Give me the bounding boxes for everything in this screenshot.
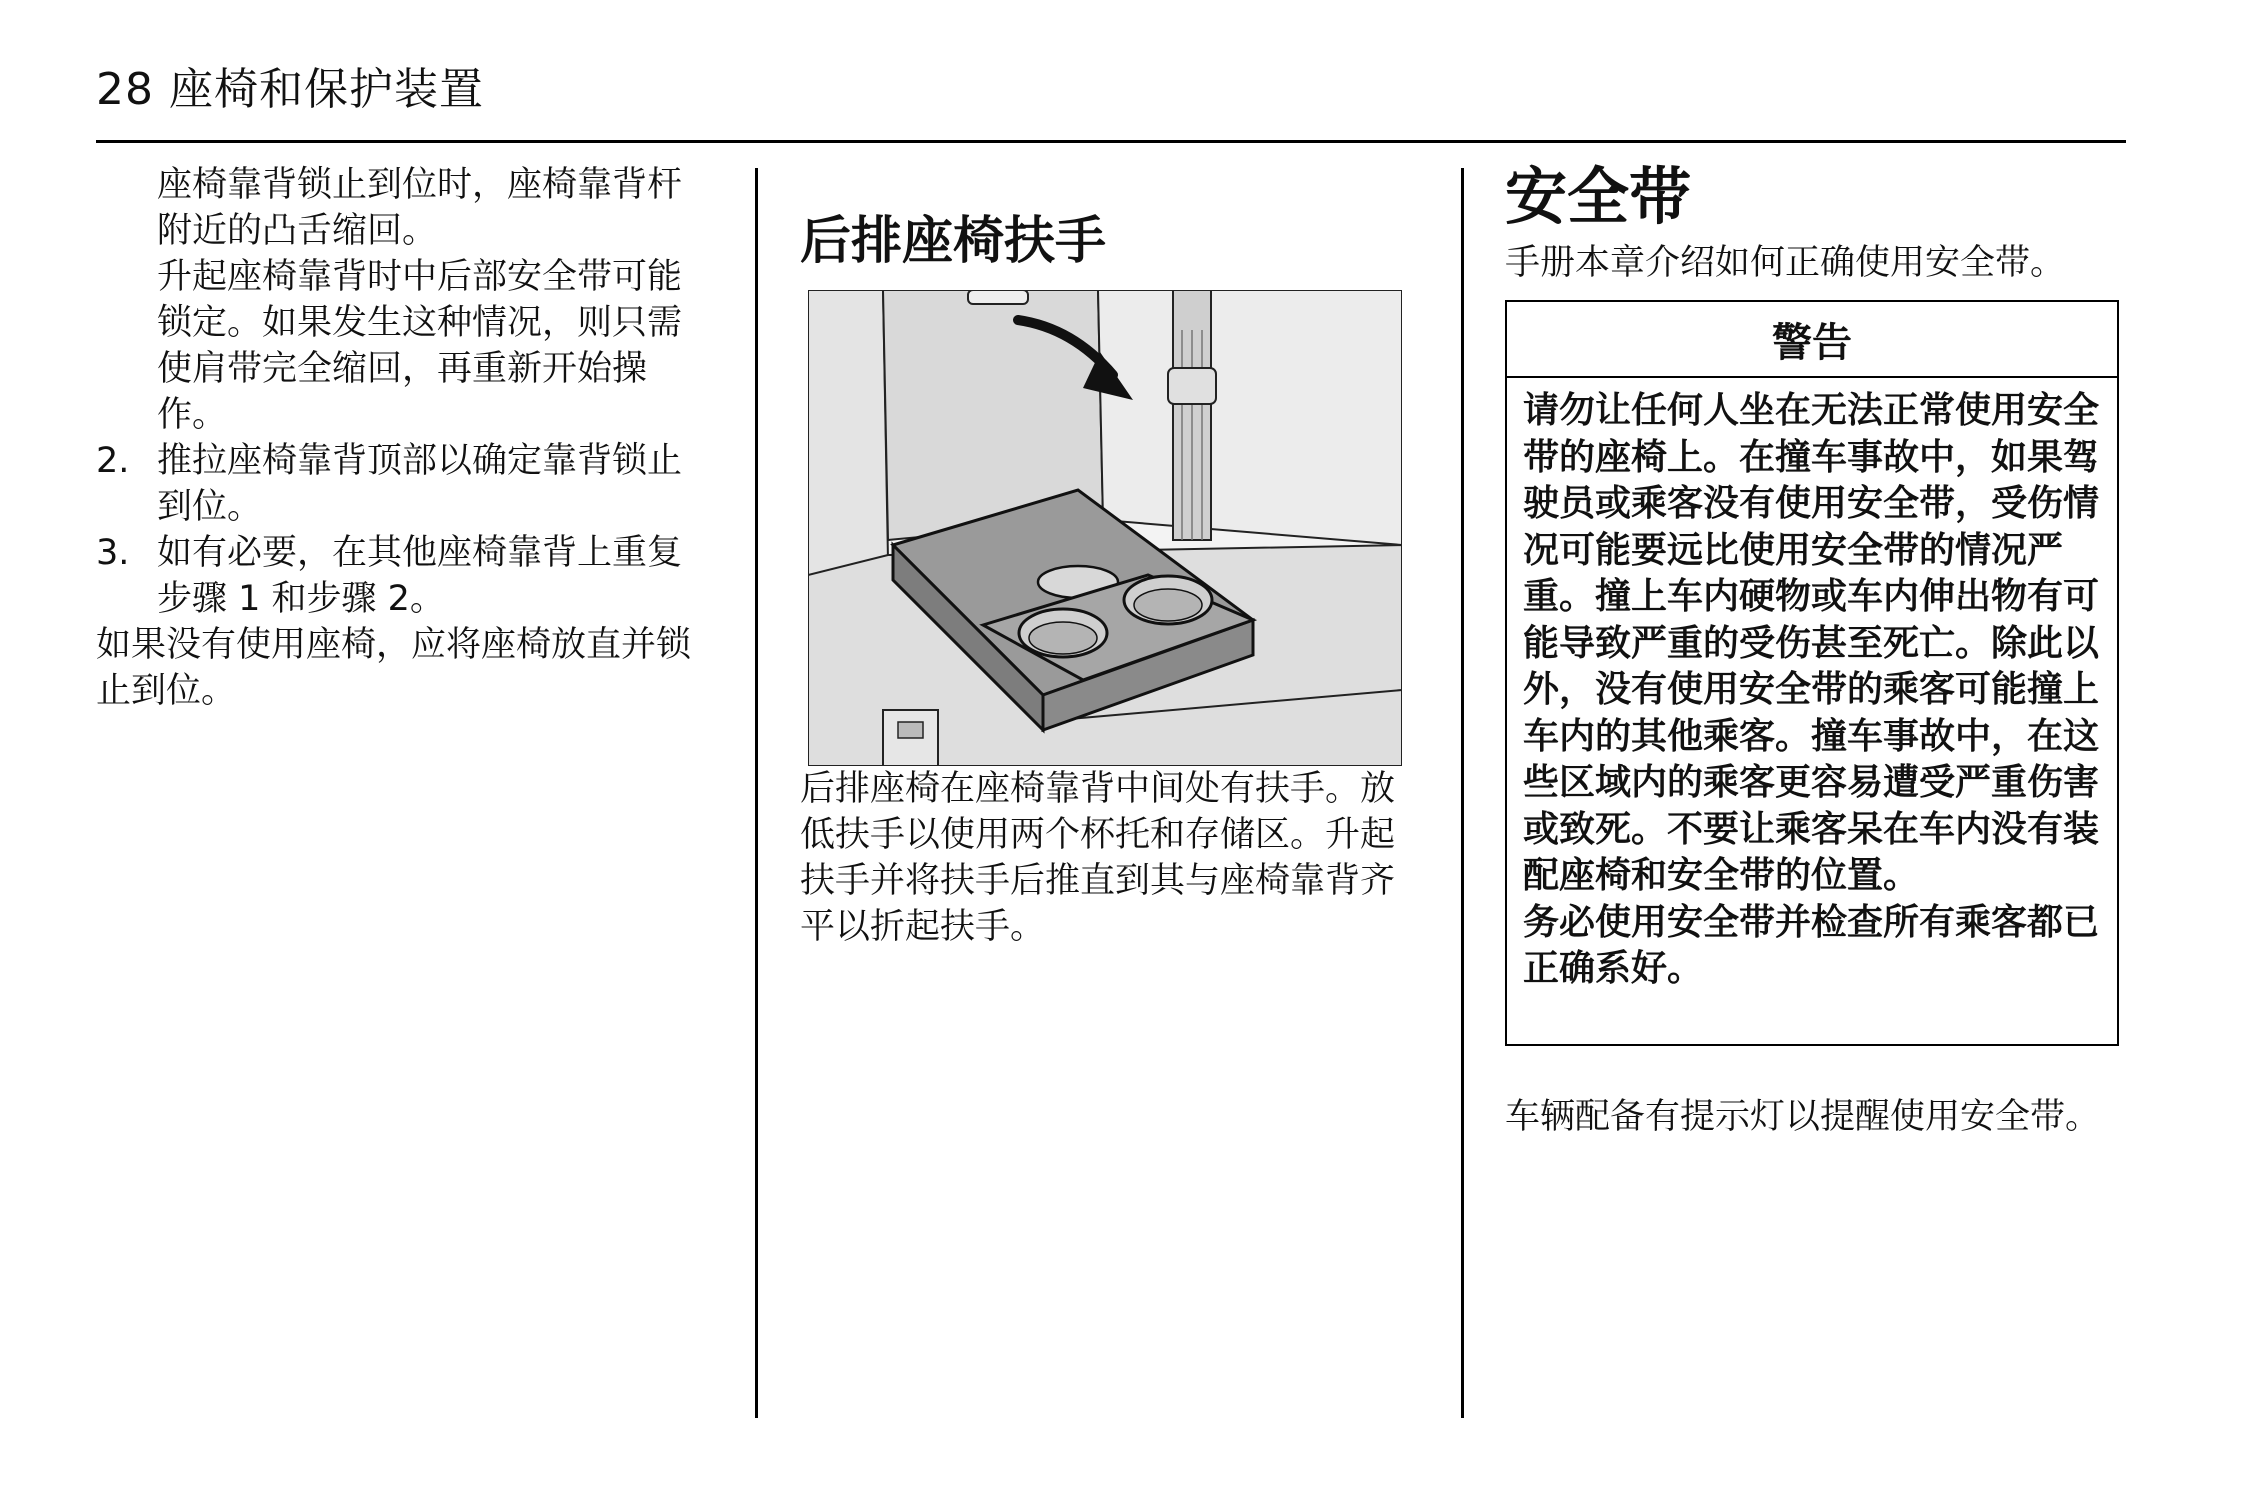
warning-title: 警告: [1507, 302, 2117, 378]
armrest-description: 后排座椅在座椅靠背中间处有扶手。放低扶手以使用两个杯托和存储区。升起扶手并将扶手后推直到其与座椅靠背齐平以折起扶手。: [800, 769, 1396, 947]
paragraph-seatback-tab: 座椅靠背锁止到位时，座椅靠背杆附近的凸舌缩回。: [157, 165, 683, 251]
step-text: 如有必要，在其他座椅靠背上重复步骤 1 和步骤 2。: [157, 533, 683, 619]
armrest-illustration: [808, 290, 1402, 766]
reminder-light-note: 车辆配备有提示灯以提醒使用安全带。: [1505, 1097, 2101, 1137]
step-text: 推拉座椅靠背顶部以确定靠背锁止到位。: [157, 441, 683, 527]
step-item: [96, 438, 716, 530]
warning-box: [1505, 300, 2119, 1046]
column-divider-2: [1461, 168, 1464, 1418]
column-1: [96, 162, 716, 714]
header-divider: [96, 140, 2126, 143]
column-divider-1: [755, 168, 758, 1418]
page-number: 28: [96, 64, 154, 115]
warning-paragraph: 请勿让任何人坐在无法正常使用安全带的座椅上。在撞车事故中，如果驾驶员或乘客没有使用安全带，受伤情况可能要远比使用安全带的情况严重。撞上车内硬物或车内伸出物有可能导致严重的受伤甚至死亡。除此以外，没有使用安全带的乘客可能撞上车内的其他乘客。撞车事故中，在这些区域内的乘客更容易遭受严重伤害或致死。不要让乘客呆在车内没有装配座椅和安全带的位置。: [1523, 390, 2100, 896]
paragraph-closing: 如果没有使用座椅，应将座椅放直并锁止到位。: [96, 625, 692, 711]
paragraph-center-belt: 升起座椅靠背时中后部安全带可能锁定。如果发生这种情况，则只需使肩带完全缩回，再重新开始操作。: [157, 257, 683, 435]
step-item: [96, 530, 716, 622]
page-header: [96, 62, 484, 118]
step-number: 3.: [96, 533, 130, 573]
safety-belts-heading: 安全带: [1505, 160, 1692, 233]
armrest-heading: 后排座椅扶手: [800, 212, 1107, 271]
warning-paragraph: 务必使用安全带并检查所有乘客都已正确系好。: [1523, 901, 2100, 989]
step-number: 2.: [96, 441, 130, 481]
warning-body: [1507, 378, 2117, 993]
safety-belts-intro: 手册本章介绍如何正确使用安全带。: [1505, 243, 2066, 283]
section-title: 座椅和保护装置: [169, 64, 484, 115]
